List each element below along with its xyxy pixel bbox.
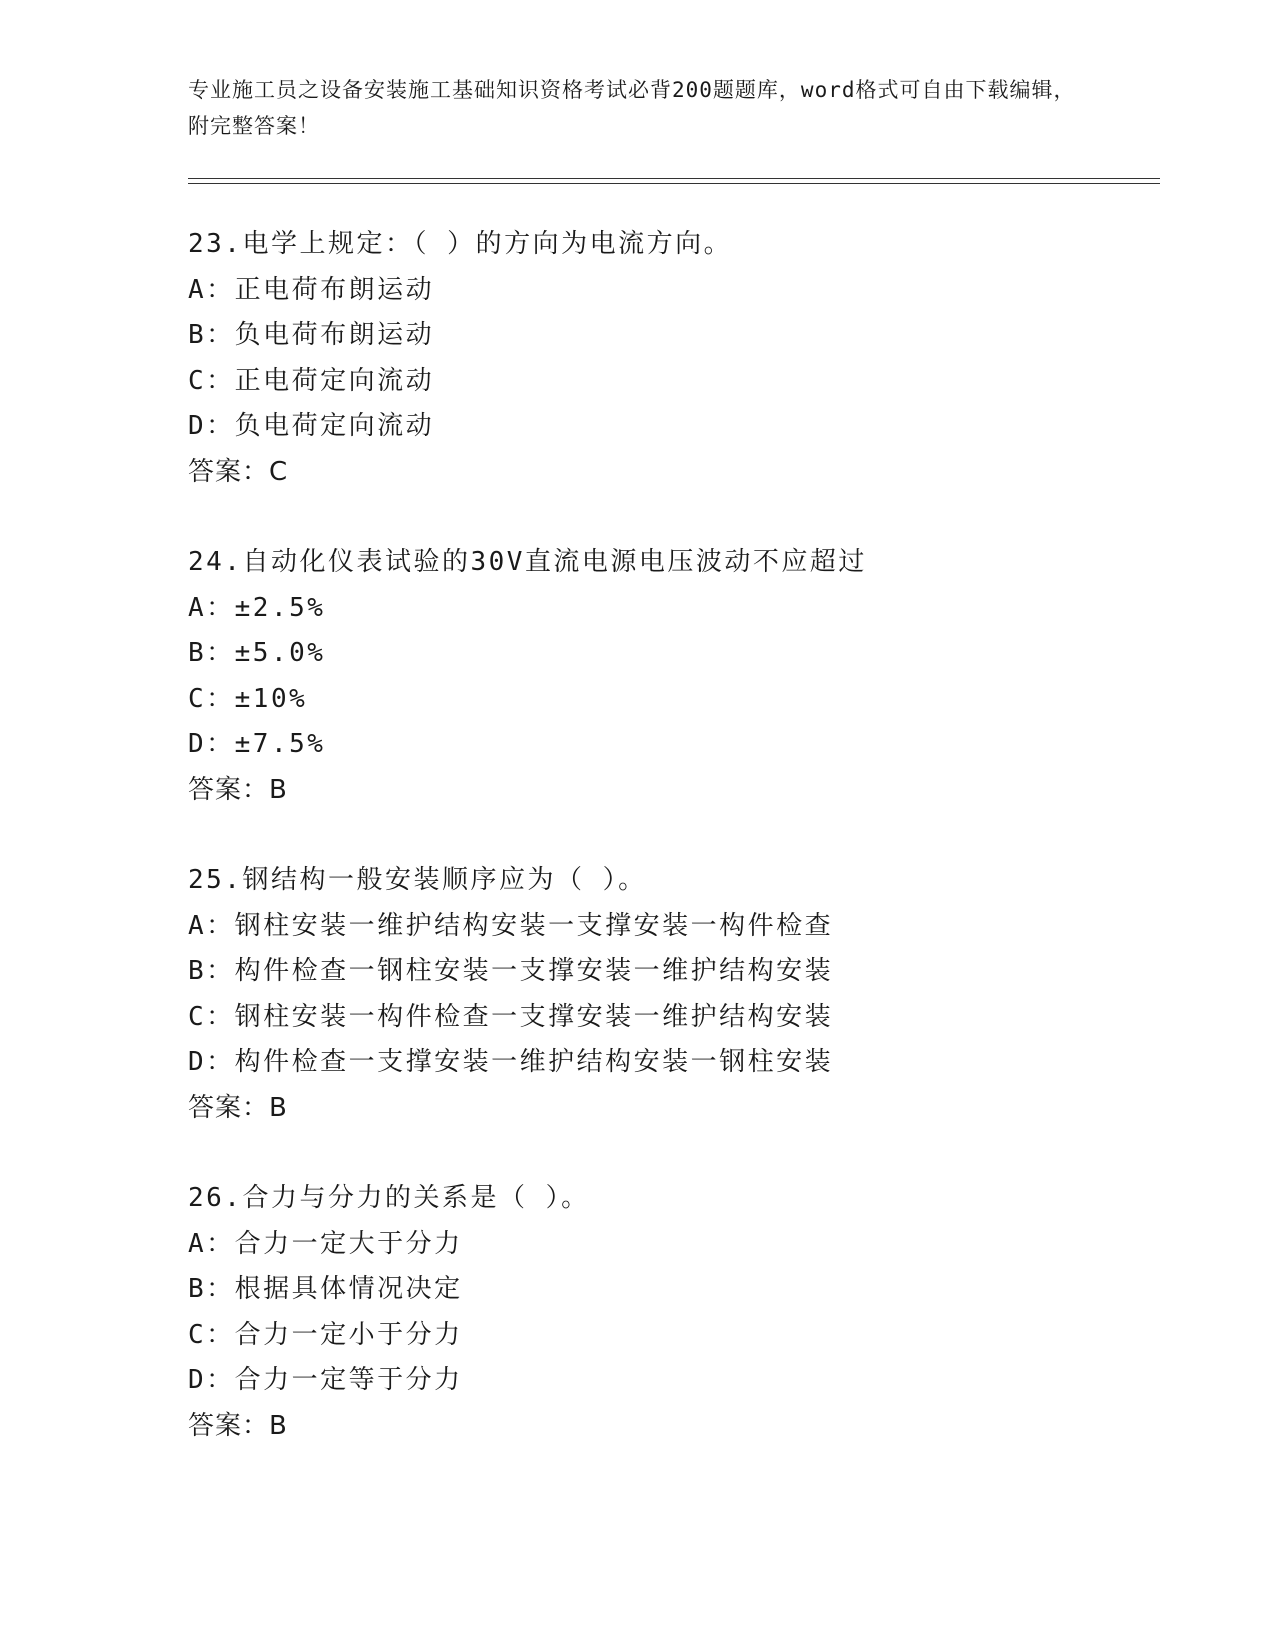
answer: 答案：B	[188, 1410, 288, 1441]
answer: 答案：B	[188, 774, 288, 805]
header-divider-top	[188, 178, 1160, 179]
option-a: A：±2.5%	[188, 592, 326, 623]
option-c: C：±10%	[188, 683, 308, 714]
option-b: B：±5.0%	[188, 638, 326, 668]
option-d: D：构件检查一支撑安装一维护结构安装一钢柱安装	[188, 1047, 834, 1077]
option-d: D：±7.5%	[188, 729, 326, 759]
option-c: C：正电荷定向流动	[188, 365, 435, 396]
question-26	[188, 1176, 1148, 1449]
answer: 答案：C	[188, 456, 289, 487]
option-a: A：正电荷布朗运动	[188, 274, 435, 305]
option-b: B：构件检查一钢柱安装一支撑安装一维护结构安装	[188, 956, 834, 986]
question-25	[188, 858, 1148, 1131]
header-divider-bottom	[188, 183, 1160, 184]
question-stem: 26.合力与分力的关系是（ ）。	[188, 1183, 590, 1213]
answer: 答案：B	[188, 1092, 288, 1123]
option-a: A：合力一定大于分力	[188, 1228, 463, 1259]
question-stem: 25.钢结构一般安装顺序应为（ ）。	[188, 865, 647, 895]
option-b: B：根据具体情况决定	[188, 1274, 463, 1304]
option-b: B：负电荷布朗运动	[188, 320, 435, 350]
option-d: D：合力一定等于分力	[188, 1365, 463, 1395]
option-a: A：钢柱安装一维护结构安装一支撑安装一构件检查	[188, 910, 834, 941]
option-d: D：负电荷定向流动	[188, 411, 435, 441]
question-stem: 23.电学上规定：（ ）的方向为电流方向。	[188, 229, 733, 259]
option-c: C：钢柱安装一构件检查一支撑安装一维护结构安装	[188, 1001, 834, 1032]
question-24	[188, 540, 1148, 813]
question-23	[188, 222, 1148, 495]
document-header	[188, 72, 1078, 144]
option-c: C：合力一定小于分力	[188, 1319, 463, 1350]
header-title: 专业施工员之设备安装施工基础知识资格考试必背200题题库，word格式可自由下载编辑，附完整答案！	[188, 78, 1076, 138]
question-stem: 24.自动化仪表试验的30V直流电源电压波动不应超过	[188, 547, 867, 577]
